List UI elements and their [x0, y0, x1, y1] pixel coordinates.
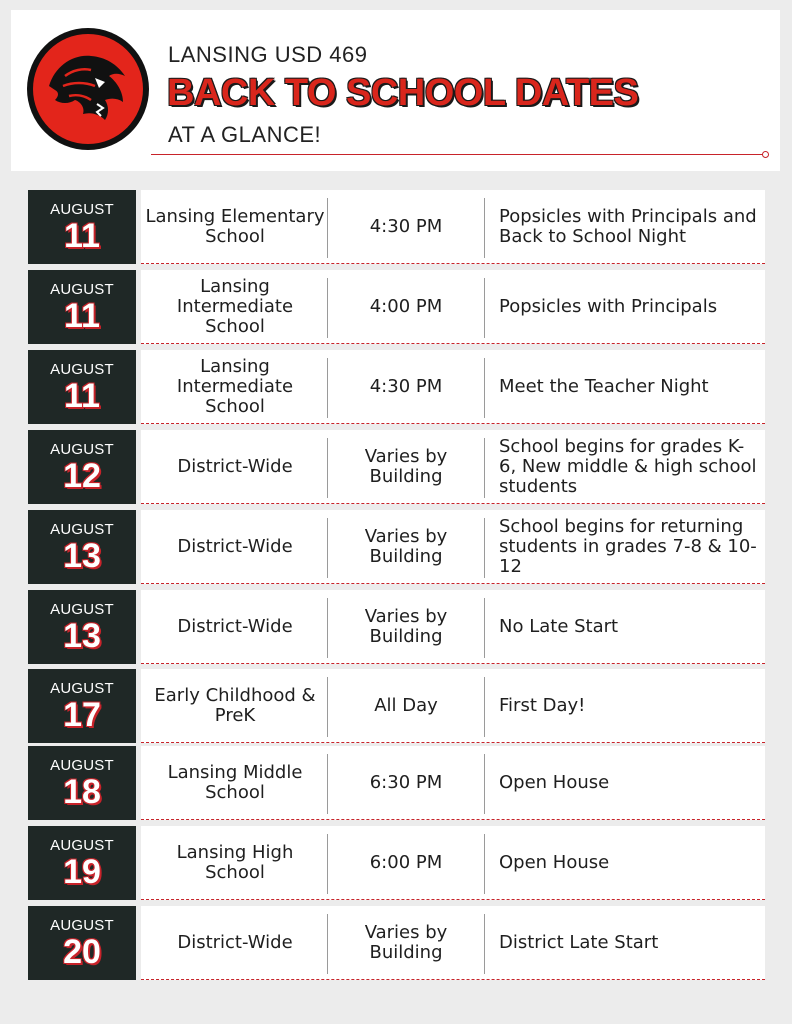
- date-month: AUGUST: [50, 680, 114, 697]
- event-card: [141, 270, 765, 344]
- date-day: 18: [63, 773, 101, 811]
- event-card: [141, 430, 765, 504]
- event-location: District-Wide: [177, 536, 293, 557]
- date-day: 19: [63, 853, 101, 891]
- date-day: 20: [63, 933, 101, 971]
- date-tile: [28, 669, 136, 743]
- column-divider: [484, 278, 485, 338]
- date-tile: [28, 430, 136, 504]
- event-location: District-Wide: [177, 932, 293, 953]
- column-divider: [327, 278, 328, 338]
- date-tile: [28, 906, 136, 980]
- column-divider: [327, 754, 328, 814]
- row-dashed-divider: [141, 979, 765, 980]
- column-divider: [484, 438, 485, 498]
- column-divider: [327, 198, 328, 258]
- header-banner: [11, 10, 780, 171]
- event-card: [141, 746, 765, 820]
- row-dashed-divider: [141, 742, 765, 743]
- event-description: Meet the Teacher Night: [499, 376, 709, 397]
- date-day: 11: [64, 297, 100, 335]
- event-location: Early Childhood & PreK: [154, 685, 316, 726]
- date-month: AUGUST: [50, 917, 114, 934]
- date-tile: [28, 590, 136, 664]
- column-divider: [484, 914, 485, 974]
- date-tile: [28, 746, 136, 820]
- event-card: [141, 190, 765, 264]
- event-description: Popsicles with Principals and Back to School Night: [499, 206, 757, 247]
- column-divider: [484, 198, 485, 258]
- event-time: All Day: [374, 695, 438, 716]
- district-name: LANSING USD 469: [168, 42, 368, 67]
- event-description: School begins for grades K-6, New middle & high school students: [499, 436, 757, 497]
- event-location: Lansing Middle School: [167, 762, 303, 803]
- date-month: AUGUST: [50, 281, 114, 298]
- event-description: Popsicles with Principals: [499, 296, 718, 317]
- row-dashed-divider: [141, 899, 765, 900]
- column-divider: [484, 598, 485, 658]
- date-month: AUGUST: [50, 441, 114, 458]
- row-dashed-divider: [141, 263, 765, 264]
- date-month: AUGUST: [50, 521, 114, 538]
- page-subtitle: AT A GLANCE!: [168, 122, 322, 147]
- date-day: 11: [64, 377, 100, 415]
- lion-logo-icon: [25, 26, 151, 152]
- event-card: [141, 350, 765, 424]
- event-description: No Late Start: [499, 616, 619, 637]
- row-dashed-divider: [141, 819, 765, 820]
- event-description: Open House: [499, 772, 610, 793]
- date-tile: [28, 350, 136, 424]
- row-dashed-divider: [141, 343, 765, 344]
- event-description: District Late Start: [499, 932, 659, 953]
- column-divider: [484, 677, 485, 737]
- column-divider: [327, 358, 328, 418]
- date-month: AUGUST: [50, 757, 114, 774]
- column-divider: [484, 518, 485, 578]
- event-description: School begins for returning students in grades 7-8 & 10-12: [499, 516, 757, 577]
- event-time: Varies by Building: [364, 446, 448, 487]
- row-dashed-divider: [141, 503, 765, 504]
- date-day: 11: [64, 217, 100, 255]
- event-time: 4:30 PM: [369, 216, 443, 237]
- date-day: 13: [63, 617, 101, 655]
- date-day: 17: [63, 696, 101, 734]
- row-dashed-divider: [141, 423, 765, 424]
- column-divider: [327, 677, 328, 737]
- header-divider: [151, 154, 765, 155]
- header-divider-end-dot: [762, 151, 769, 158]
- column-divider: [327, 518, 328, 578]
- event-time: 4:30 PM: [369, 376, 443, 397]
- event-location: District-Wide: [177, 616, 293, 637]
- row-dashed-divider: [141, 663, 765, 664]
- event-time: 4:00 PM: [369, 296, 443, 317]
- event-description: Open House: [499, 852, 610, 873]
- page-title: BACK TO SCHOOL DATES: [167, 72, 639, 114]
- date-tile: [28, 270, 136, 344]
- event-location: Lansing Elementary School: [145, 206, 325, 247]
- date-month: AUGUST: [50, 601, 114, 618]
- event-time: Varies by Building: [364, 922, 448, 963]
- event-time: Varies by Building: [364, 526, 448, 567]
- date-month: AUGUST: [50, 201, 114, 218]
- column-divider: [327, 914, 328, 974]
- row-dashed-divider: [141, 583, 765, 584]
- column-divider: [484, 358, 485, 418]
- date-tile: [28, 826, 136, 900]
- event-location: Lansing Intermediate School: [176, 356, 294, 417]
- event-location: Lansing Intermediate School: [176, 276, 294, 337]
- event-time: Varies by Building: [364, 606, 448, 647]
- event-card: [141, 906, 765, 980]
- event-card: [141, 510, 765, 584]
- date-month: AUGUST: [50, 361, 114, 378]
- date-day: 13: [63, 537, 101, 575]
- date-month: AUGUST: [50, 837, 114, 854]
- date-tile: [28, 510, 136, 584]
- event-location: District-Wide: [177, 456, 293, 477]
- event-card: [141, 669, 765, 743]
- event-time: 6:00 PM: [369, 852, 443, 873]
- column-divider: [484, 834, 485, 894]
- event-card: [141, 590, 765, 664]
- column-divider: [484, 754, 485, 814]
- column-divider: [327, 598, 328, 658]
- event-description: First Day!: [499, 695, 586, 716]
- event-location: Lansing High School: [176, 842, 294, 883]
- date-tile: [28, 190, 136, 264]
- event-card: [141, 826, 765, 900]
- event-time: 6:30 PM: [369, 772, 443, 793]
- column-divider: [327, 438, 328, 498]
- date-day: 12: [63, 457, 101, 495]
- column-divider: [327, 834, 328, 894]
